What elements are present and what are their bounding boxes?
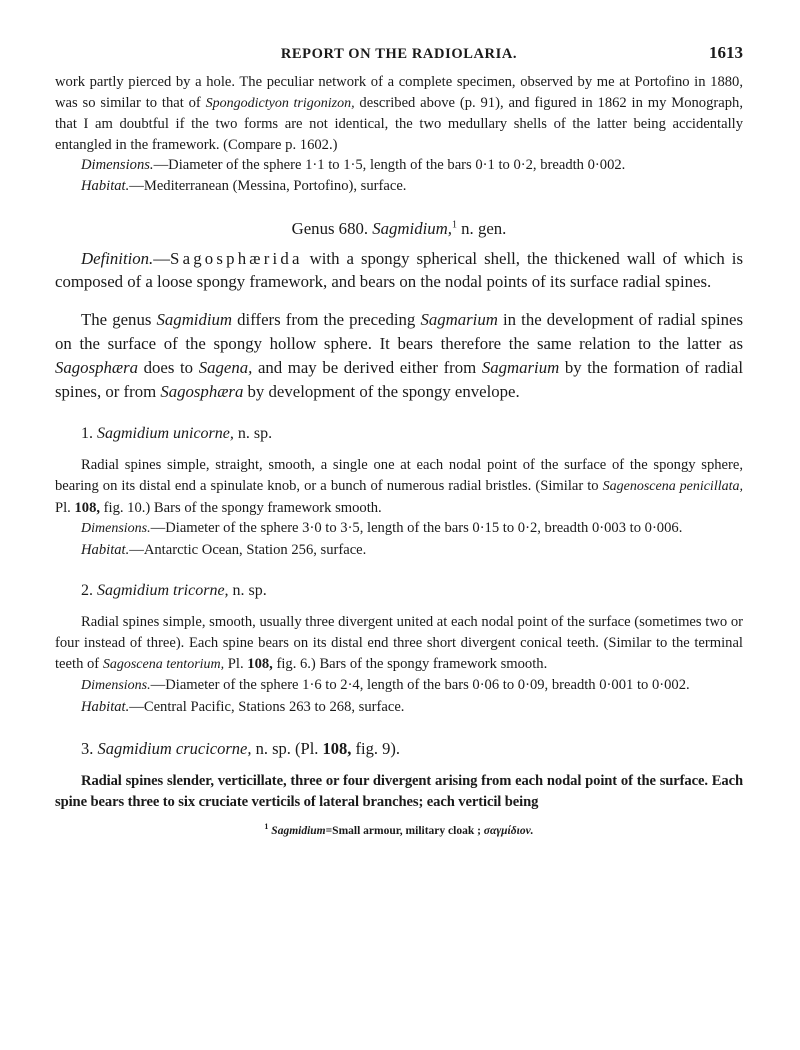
species-2-habitat: Habitat.—Central Pacific, Stations 263 to 268, surface. bbox=[81, 698, 405, 715]
running-title: REPORT ON THE RADIOLARIA. bbox=[280, 46, 518, 62]
species-1-description: Radial spines simple, straight, smooth, a single one at each nodal point of the surface of the spongy sphere, bearing on its distal end a spinulate knob, or a bunch of numerous radial bristles. (Similar to Sagenoscena penicillata, Pl. 108, fig. 10.) Bars of the spongy framework smooth. bbox=[55, 457, 743, 516]
species-heading-2: 2. Sagmidium tricorne, n. sp. bbox=[81, 582, 267, 600]
species-3-description: Radial spines slender, verticillate, three or four divergent arising from each nodal point of the surface. Each spine bears three to six cruciate verticils of lateral branches; each verticil being bbox=[55, 773, 743, 810]
page bbox=[55, 43, 744, 838]
species-2-dimensions: Dimensions.—Diameter of the sphere 1·6 to 2·4, length of the bars 0·06 to 0·09, breadth 0·001 to 0·002. bbox=[81, 677, 690, 694]
intro-paragraph: work partly pierced by a hole. The peculiar network of a complete specimen, observed by me at Portofino in 1880, was so similar to that of Spongodictyon trigonizon, described above (p. 91), and figured in 1862 in my Monograph, that I am doubtful if the two forms are not identical, the two medullary shells of the latter being accidentally entangled in the framework. (Compare p. 1602.) bbox=[55, 74, 743, 153]
species-1-habitat: Habitat.—Antarctic Ocean, Station 256, surface. bbox=[81, 541, 367, 558]
intro-dimensions: Dimensions.—Diameter of the sphere 1·1 to 1·5, length of the bars 0·1 to 0·2, breadth 0·002. bbox=[81, 157, 626, 174]
page-number: 1613 bbox=[709, 43, 743, 62]
species-heading-3: 3. Sagmidium crucicorne, n. sp. (Pl. 108, fig. 9). bbox=[81, 739, 400, 759]
genus-heading: Genus 680. Sagmidium,$^1$ n. gen. bbox=[291, 218, 507, 238]
genus-definition: Definition.—Sagosphærida with a spongy spherical shell, the thickened wall of which is composed of a loose spongy framework, and bears on the nodal points of its surface radial spines. bbox=[55, 248, 743, 292]
species-2-description: Radial spines simple, smooth, usually three divergent united at each nodal point of the surface (sometimes two or four instead of three). Each spine bears on its distal end three short divergent conical teeth. (Similar to the terminal teeth of Sagoscena tentorium, Pl. 108, fig. 6.) Bars of the spongy framework smooth. bbox=[55, 614, 743, 672]
species-1-dimensions: Dimensions.—Diameter of the sphere 3·0 to 3·5, length of the bars 0·15 to 0·2, breadth 0·003 to 0·006. bbox=[81, 520, 683, 537]
intro-habitat: Habitat.—Mediterranean (Messina, Portofino), surface. bbox=[81, 177, 407, 194]
footnote: $^1$ Sagmidium=Small armour, military cloak ; σαγμίδιον. bbox=[264, 822, 534, 838]
species-heading-1: 1. Sagmidium unicorne, n. sp. bbox=[81, 425, 273, 443]
page-header bbox=[55, 43, 743, 72]
genus-remarks: The genus Sagmidium differs from the preceding Sagmarium in the development of radial spines on the surface of the spongy hollow sphere. It bears therefore the same relation to the latter as Sagosphæra does to Sagena, and may be derived either from Sagmarium by the formation of radial spines, or from Sagosphæra by development of the spongy envelope. bbox=[55, 310, 744, 401]
